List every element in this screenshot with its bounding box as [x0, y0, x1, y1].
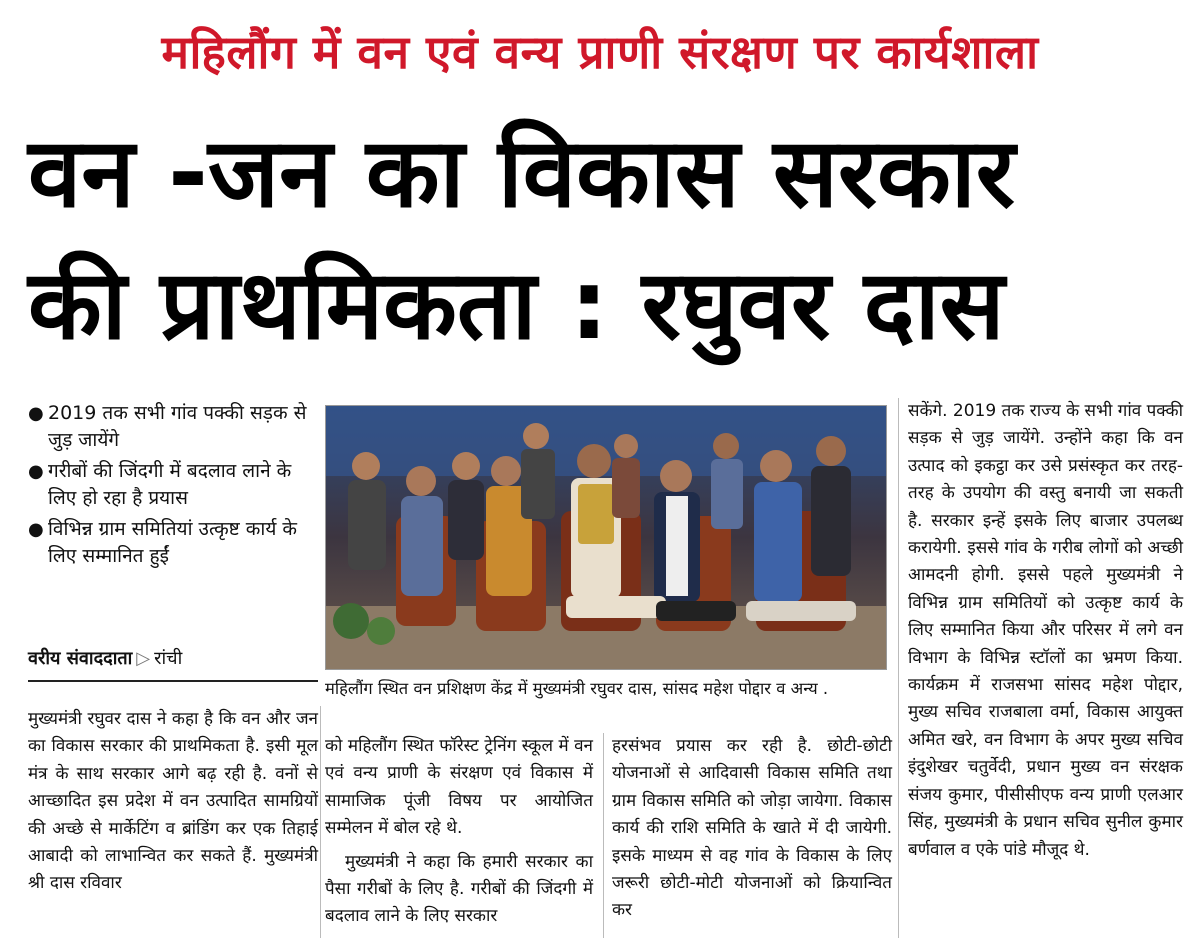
byline [28, 646, 318, 670]
play-arrow-icon: ▷ [136, 648, 151, 669]
main-headline-line-1: वन -जन का विकास सरकार [28, 117, 1016, 229]
highlight-item [28, 458, 313, 512]
news-photo [325, 405, 887, 670]
byline-city: रांची [154, 648, 183, 669]
body-paragraph: मुख्यमंत्री ने कहा कि हमारी सरकार का पैसा गरीबों के लिए है. गरीबों की जिंदगी में बदलाव लाने के लिए सरकार [325, 851, 593, 927]
column-divider [603, 733, 604, 938]
highlights-list [28, 400, 313, 574]
bullet-icon: ● [28, 519, 44, 540]
main-headline-line-2: की प्राथमिकता : रघुवर दास [28, 249, 1005, 361]
highlight-text: गरीबों की जिंदगी में बदलाव लाने के लिए हो रहा है प्रयास [48, 460, 292, 509]
highlight-item [28, 516, 313, 570]
byline-author: वरीय संवाददाता [28, 648, 133, 669]
divider [28, 680, 318, 682]
body-column-4: सकेंगे. 2019 तक राज्य के सभी गांव पक्की सड़क से जुड़ जायेंगे. उन्होंने कहा कि वन उत्पाद को इकट्ठा कर उसे प्रसंस्कृत कर तरह-तरह के उपयोग की वस्तु बनायी जा सकती है. सरकार इन्हें इसके लिए बाजार उपलब्ध करायेगी. इससे गांव के गरीब लोगों को अच्छी आमदनी होगी. इससे पहले मुख्यमंत्री ने विभिन्न ग्राम समितियों को उत्कृष्ट कार्य के लिए सम्मानित किया और परिसर में लगे वन विभाग के विभिन्न स्टॉलों का भ्रमण किया. कार्यक्रम में राजसभा सांसद महेश पोद्दार, मुख्य सचिव राजबाला वर्मा, विकास आयुक्त अमित खरे, वन विभाग के अपर मुख्य सचिव इंदुशेखर चतुर्वेदी, प्रधान मुख्य वन संरक्षक संजय कुमार, पीसीसीएफ वन्य प्राणी एलआर सिंह, मुख्यमंत्री के प्रधान सचिव सुनील कुमार बर्णवाल व एके पांडे मौजूद थे. [908, 401, 1184, 860]
highlight-item [28, 400, 313, 454]
photo-illustration [326, 406, 886, 669]
column-divider [320, 706, 321, 938]
bullet-icon: ● [28, 403, 44, 424]
body-column-2 [325, 733, 593, 931]
bullet-icon: ● [28, 461, 44, 482]
body-column-1: मुख्यमंत्री रघुवर दास ने कहा है कि वन और जन का विकास सरकार की प्राथमिकता है. इसी मूल मंत्र के साथ सरकार आगे बढ़ रही है. वनों से आच्छादित इस प्रदेश में वन उत्पादित सामग्रियों की अच्छे से मार्केटिंग व ब्रांडिंग कर एक तिहाई आबादी को लाभान्वित कर सकते हैं. मुख्यमंत्री श्री दास रविवार [28, 709, 318, 894]
column-divider [898, 398, 899, 938]
photo-caption: महिलौंग स्थित वन प्रशिक्षण केंद्र में मुख्यमंत्री रघुवर दास, सांसद महेश पोद्दार व अन्य . [325, 679, 829, 698]
kicker-headline: महिलौंग में वन एवं वन्य प्राणी संरक्षण पर कार्यशाला [161, 25, 1039, 79]
body-column-3: हरसंभव प्रयास कर रही है. छोटी-छोटी योजनाओं से आदिवासी विकास समिति तथा ग्राम विकास समिति को जोड़ा जायेगा. विकास कार्य की राशि समिति के खाते में दी जायेगी. इसके माध्यम से वह गांव के विकास के लिए जरूरी छोटी-मोटी योजनाओं को क्रियान्वित कर [612, 736, 892, 921]
body-paragraph: को महिलौंग स्थित फॉरेस्ट ट्रेनिंग स्कूल में वन एवं वन्य प्राणी के संरक्षण एवं विकास में सामाजिक पूंजी विषय पर आयोजित सम्मेलन में बोल रहे थे. [325, 736, 593, 839]
highlight-text: 2019 तक सभी गांव पक्की सड़क से जुड़ जायेंगे [48, 402, 307, 451]
highlight-text: विभिन्न ग्राम समितियां उत्कृष्ट कार्य के लिए सम्मानित हुईं [48, 518, 297, 567]
